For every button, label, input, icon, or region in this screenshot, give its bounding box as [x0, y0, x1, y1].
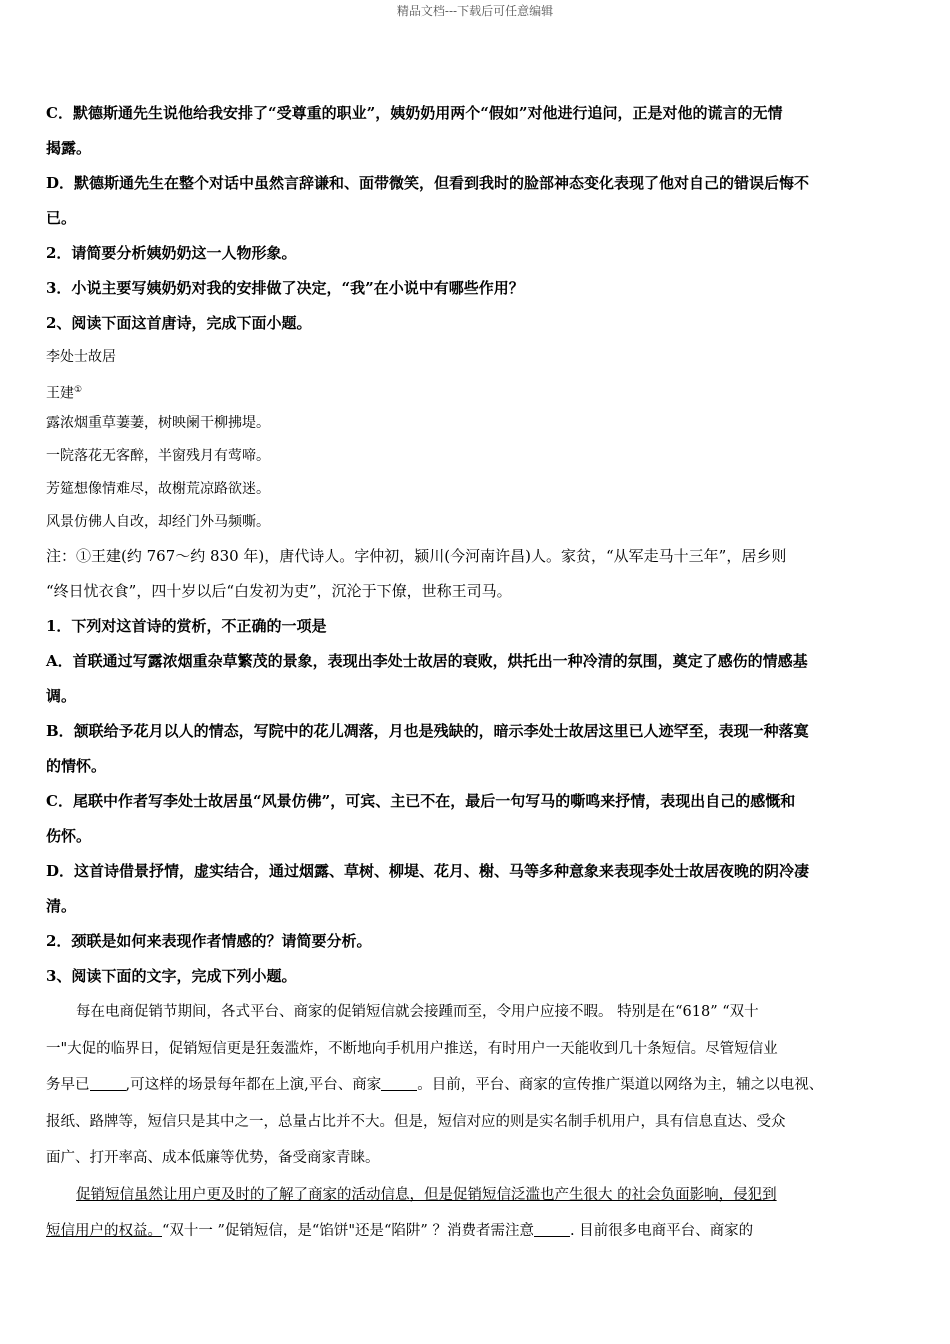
passage-p2-line2 — [46, 1213, 906, 1250]
poem-note-line2: “终日忧衣食”，四十岁以后“白发初为吏”，沉沦于下僚，世称王司马。 — [46, 582, 512, 600]
q1-option-d-line1: D．默德斯通先生在整个对话中虽然言辞谦和、面带微笑，但看到我时的脸部神态变化表现了他对自己的错误后悔不 — [46, 174, 810, 192]
passage-p1-line3 — [46, 1067, 906, 1104]
passage-p1-line4: 报纸、路牌等，短信只是其中之一，总量占比并不大。但是，短信对应的则是实名制手机用户，具有信息直达、受众 — [46, 1113, 786, 1130]
q1-option-d-line2: 已。 — [46, 209, 77, 227]
section-3-intro: 3、阅读下面的文字，完成下列小题。 — [46, 967, 297, 985]
q1-question-3: 3．小说主要写姨奶奶对我的安排做了决定，“我”在小说中有哪些作用？ — [46, 279, 524, 297]
passage-p2-line1 — [46, 1177, 906, 1214]
q1-question-2: 2．请简要分析姨奶奶这一人物形象。 — [46, 244, 297, 262]
section-2-intro: 2、阅读下面这首唐诗，完成下面小题。 — [46, 314, 312, 332]
q2-option-a-line1: A．首联通过写露浓烟重杂草繁茂的景象，表现出李处士故居的衰败，烘托出一种冷清的氛围，奠定了感伤的情感基 — [46, 652, 808, 670]
fill-blank-2 — [381, 1076, 417, 1091]
poem-author — [46, 374, 906, 407]
q2-option-a-line2: 调。 — [46, 687, 77, 705]
poem-note-line1: 注：①王建(约 767～约 830 年)，唐代诗人。字仲初，颍川(今河南许昌)人。家贫，“从军走马十三年”，居乡则 — [46, 547, 787, 565]
poem-title: 李处士故居 — [46, 349, 116, 365]
passage-text: 。目前，平台、商家的宣传推广渠道以网络为主，辅之以电视、 — [417, 1077, 824, 1093]
q2-option-b-line2: 的情怀。 — [46, 757, 107, 775]
q2-question-1: 1．下列对这首诗的赏析，不正确的一项是 — [46, 617, 327, 635]
q1-option-c-line1: C．默德斯通先生说他给我安排了“受尊重的职业”，姨奶奶用两个“假如”对他进行追问，正是对他的谎言的无情 — [46, 104, 783, 122]
fill-blank-1 — [90, 1076, 126, 1091]
passage-p1-line5: 面广、打开率高、成本低廉等优势，备受商家青睐。 — [46, 1150, 380, 1166]
fill-blank-3 — [534, 1222, 570, 1237]
underlined-sentence: 促销短信虽然让用户更及时的了解了商家的活动信息，但是促销短信泛滥也产生很大 的社会负面影响，侵犯到 — [76, 1186, 777, 1203]
poem-line-2: 一院落花无客醉，半窗残月有莺啼。 — [46, 448, 270, 464]
passage-text: “双十一 ”促销短信，是“馅饼"还是“陷阱” ？消费者需注意 — [162, 1223, 534, 1239]
document-body — [46, 96, 906, 1250]
poem-line-1: 露浓烟重草萋萋，树映阑干柳拂堤。 — [46, 415, 270, 431]
q2-question-2: 2．颈联是如何来表现作者情感的？请简要分析。 — [46, 932, 372, 950]
page-header: 精品文档---下载后可任意编辑 — [396, 4, 554, 18]
q2-option-d-line1: D．这首诗借景抒情，虚实结合，通过烟露、草树、柳堤、花月、榭、马等多种意象来表现李处士故居夜晚的阴冷凄 — [46, 862, 810, 880]
underlined-sentence-end: 短信用户的权益。 — [46, 1223, 162, 1239]
passage-p1-line2: 一"大促的临界日，促销短信更是狂轰滥炸，不断地向手机用户推送，有时用户一天能收到几十条短信。尽管短信业 — [46, 1040, 778, 1057]
passage-text: ,可这样的场景每年都在上演,平台、商家 — [125, 1077, 382, 1093]
q2-option-b-line1: B．颔联给予花月以人的情态，写院中的花儿凋落，月也是残缺的，暗示李处士故居这里已人迹罕至，表现一种落寞 — [46, 722, 809, 740]
poem-author-name: 王建 — [46, 385, 74, 402]
q2-option-c-line1: C．尾联中作者写李处士故居虽“风景仿佛”，可宾、主已不在，最后一句写马的嘶鸣来抒情，表现出自己的感慨和 — [46, 792, 796, 810]
passage-p1-line1: 每在电商促销节期间，各式平台、商家的促销短信就会接踵而至，令用户应接不暇。 特别是在“618” “双十 — [76, 1004, 759, 1020]
q1-option-c-line2: 揭露。 — [46, 139, 92, 157]
q2-option-d-line2: 清。 — [46, 897, 77, 915]
passage-text: . 目前很多电商平台、商家的 — [569, 1223, 754, 1239]
q2-option-c-line2: 伤怀。 — [46, 827, 92, 845]
passage-text: 务早已 — [46, 1077, 90, 1093]
poem-line-3: 芳筵想像情难尽，故榭荒凉路欲迷。 — [46, 481, 270, 497]
footnote-marker: ① — [74, 385, 83, 395]
poem-line-4: 风景仿佛人自改，却经门外马频嘶。 — [46, 514, 270, 530]
